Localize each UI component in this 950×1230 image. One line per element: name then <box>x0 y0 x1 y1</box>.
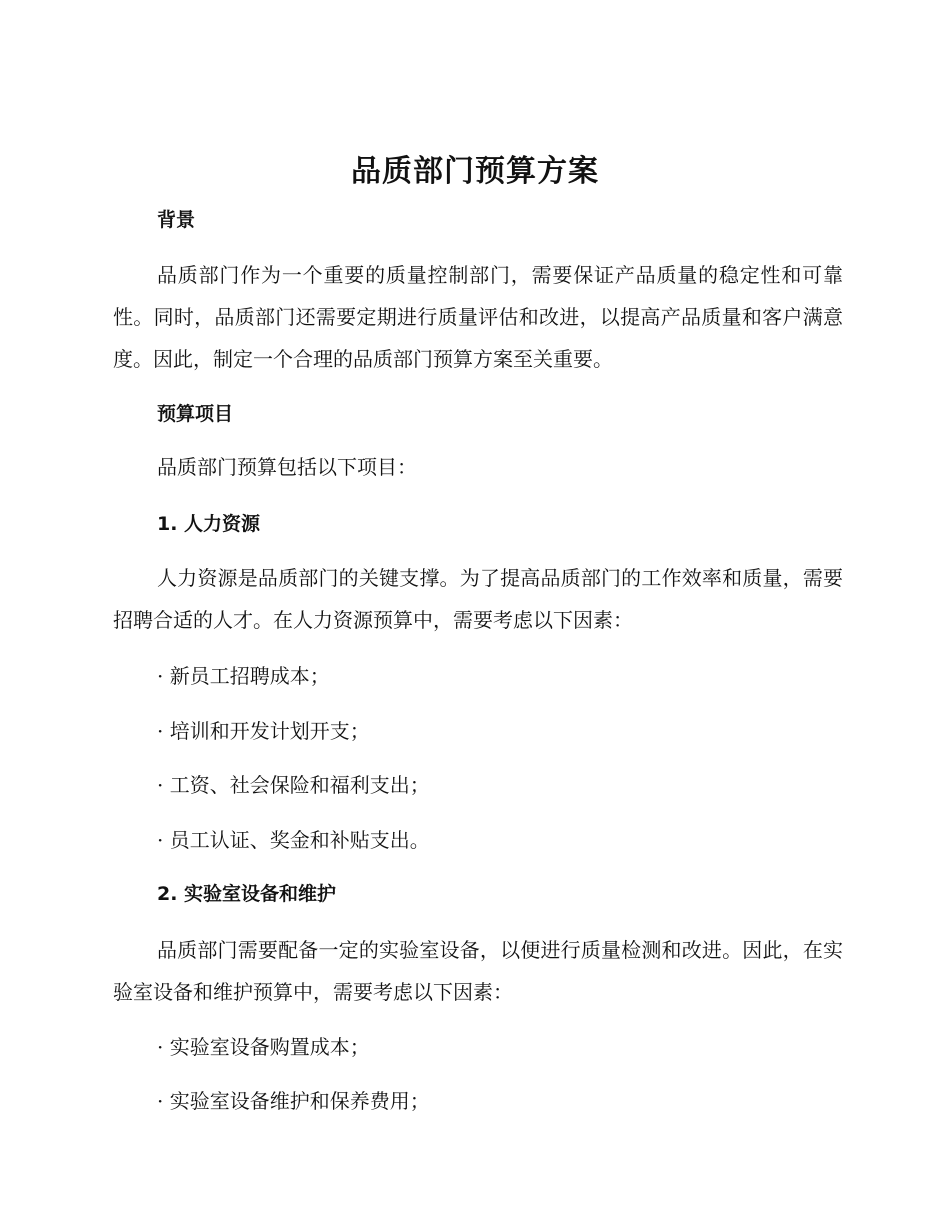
list-item: · 员工认证、奖金和补贴支出。 <box>157 828 430 852</box>
paragraph-lab-equipment: 品质部门需要配备一定的实验室设备，以便进行质量检测和改进。因此，在实验室设备和维护预算中，需要考虑以下因素： <box>113 938 843 1004</box>
paragraph-background: 品质部门作为一个重要的质量控制部门，需要保证产品质量的稳定性和可靠性。同时，品质部门还需要定期进行质量评估和改进，以提高产品质量和客户满意度。因此，制定一个合理的品质部门预算方案至关重要。 <box>113 263 843 371</box>
budget-items-intro: 品质部门预算包括以下项目： <box>157 455 417 479</box>
list-item: · 实验室设备维护和保养费用； <box>157 1089 430 1113</box>
heading-budget-items: 预算项目 <box>157 403 234 425</box>
paragraph-human-resources: 人力资源是品质部门的关键支撑。为了提高品质部门的工作效率和质量，需要招聘合适的人才。在人力资源预算中，需要考虑以下因素： <box>113 566 843 632</box>
document-title: 品质部门预算方案 <box>351 154 599 189</box>
list-item: · 工资、社会保险和福利支出； <box>157 773 430 797</box>
list-item: · 实验室设备购置成本； <box>157 1035 370 1059</box>
heading-lab-equipment: 2. 实验室设备和维护 <box>157 883 337 905</box>
heading-background: 背景 <box>157 209 196 231</box>
heading-human-resources: 1. 人力资源 <box>157 513 261 535</box>
list-item: · 培训和开发计划开支； <box>157 719 370 743</box>
list-item: · 新员工招聘成本； <box>157 664 330 688</box>
